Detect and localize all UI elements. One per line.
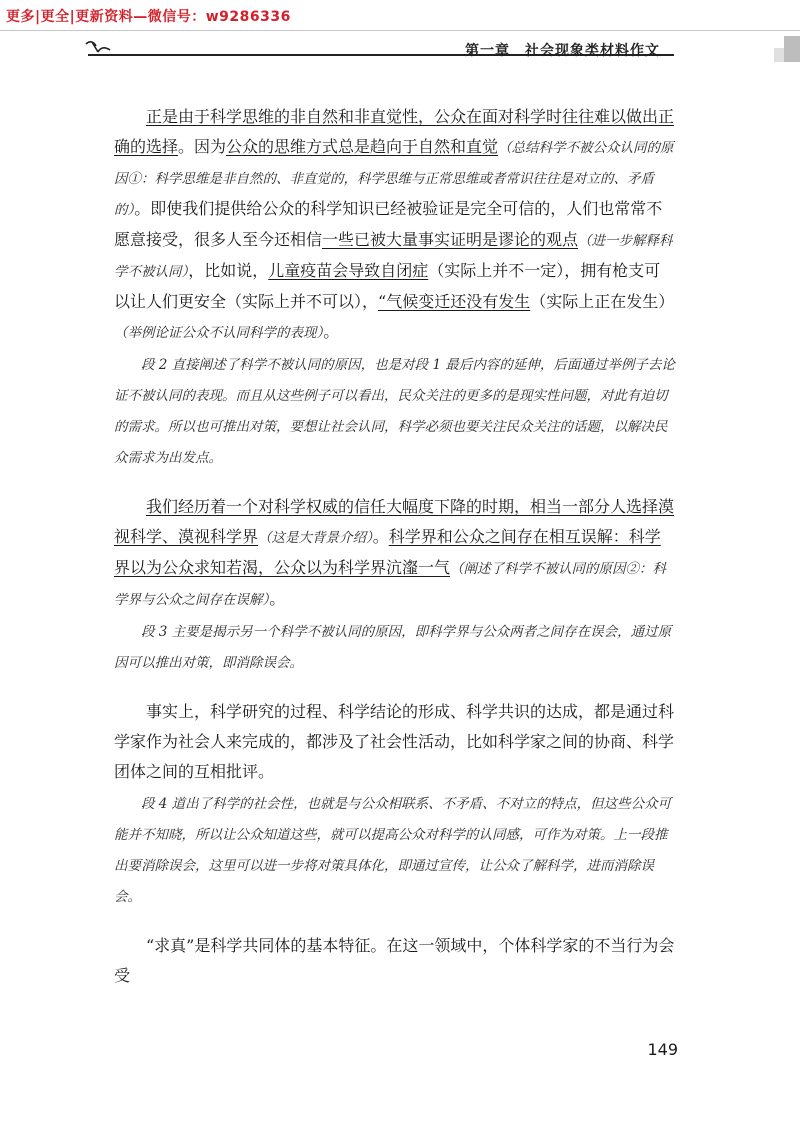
top-divider [0,30,800,31]
inline-comment: （举例论证公众不认同科学的表现） [114,325,324,341]
text-run: 。因为 [178,137,227,156]
text-run: （实际上并不一定），拥有枪支可以让人们更安全（实际上并不可以）， [114,261,661,311]
inline-comment: （阐述了科学不被认同的原因②：科学界与公众之间存在误解） [114,561,667,608]
text-run: 。 [323,322,340,341]
underlined-sentence: 公众的思维方式总是趋向于自然和直觉 [226,137,499,156]
underlined-sentence: 我们经历着一个对科学权威的信任大幅度下降的时期，相当一部分人选择漠视科学、漠视科学界 [114,497,675,546]
underlined-sentence: 正是由于科学思维的非自然和非直觉性，公众在面对科学时往往难以做出正确的选择 [114,107,675,156]
text-run: 。 [269,589,286,608]
paragraph-2 [114,102,676,348]
page-number: 149 [647,1040,678,1059]
underlined-sentence: “气候变迁还没有发生 [378,292,531,311]
paragraph-3 [114,492,676,615]
underlined-sentence: 科学界和公众之间存在相互误解：科学界以为公众求知若渴，公众以为科学界沆瀣一气 [114,527,661,577]
chapter-title: 第一章 社会现象类材料作文 [465,43,660,59]
text-run: ，比如说， [188,261,269,280]
analysis-paragraph-3: 段 3 主要是揭示另一个科学不被认同的原因，即科学界与公众两者之间存在误会，通过原因可以推出对策，即消除误会。 [114,624,672,671]
page-edge-mark [784,36,800,62]
inline-comment: （总结科学不被公众认同的原因①：科学思维是非自然的、非直觉的，科学思维与正常思维或者常识往往是对立的、矛盾的） [114,140,674,218]
analysis-paragraph-2: 段 2 直接阐述了科学不被认同的原因，也是对段 1 最后内容的延伸，后面通过举例子去论证不被认同的表现。而且从这些例子可以看出，民众关注的更多的是现实性问题，对此有迫切的需求。所以也可推出对策，要想让社会认同，科学必须也要关注民众关注的话题，以解决民众需求为出发点。 [114,357,675,466]
paragraph-4: 事实上，科学研究的过程、科学结论的形成、科学共识的达成，都是通过科学家作为社会人来完成的，都涉及了社会性活动，比如科学家之间的协商、科学团体之间的互相批评。 [114,702,675,781]
inline-comment: （进一步解释科学不被认同） [114,233,673,280]
paragraph-5: “求真”是科学共同体的基本特征。在这一领域中，个体科学家的不当行为会受 [114,936,675,985]
underlined-sentence: 一些已被大量事实证明是谬论的观点 [322,230,579,249]
spacer [114,913,676,931]
watermark-text: 更多|更全|更新资料—微信号：w9286336 [6,9,291,25]
text-run: 。 [372,527,389,546]
inline-comment: （这是大背景介绍） [258,530,373,546]
spacer [114,474,676,492]
spacer [114,679,676,697]
underlined-sentence: 儿童疫苗会导致自闭症 [268,261,429,280]
page-edge-mark-secondary [774,48,784,62]
text-run: （实际上正在发生） [530,292,675,311]
text-run: 。即使我们提供给公众的科学知识已经被验证是完全可信的，人们也常常不愿意接受，很多人至今还相信 [114,199,663,249]
page-body [114,102,676,991]
analysis-paragraph-4: 段 4 道出了科学的社会性，也就是与公众相联系、不矛盾、不对立的特点，但这些公众可能并不知晓，所以让公众知道这些，就可以提高公众对科学的认同感，可作为对策。上一段推出要消除误会，这里可以进一步将对策具体化，即通过宣传，让公众了解科学，进而消除误会。 [114,796,672,905]
